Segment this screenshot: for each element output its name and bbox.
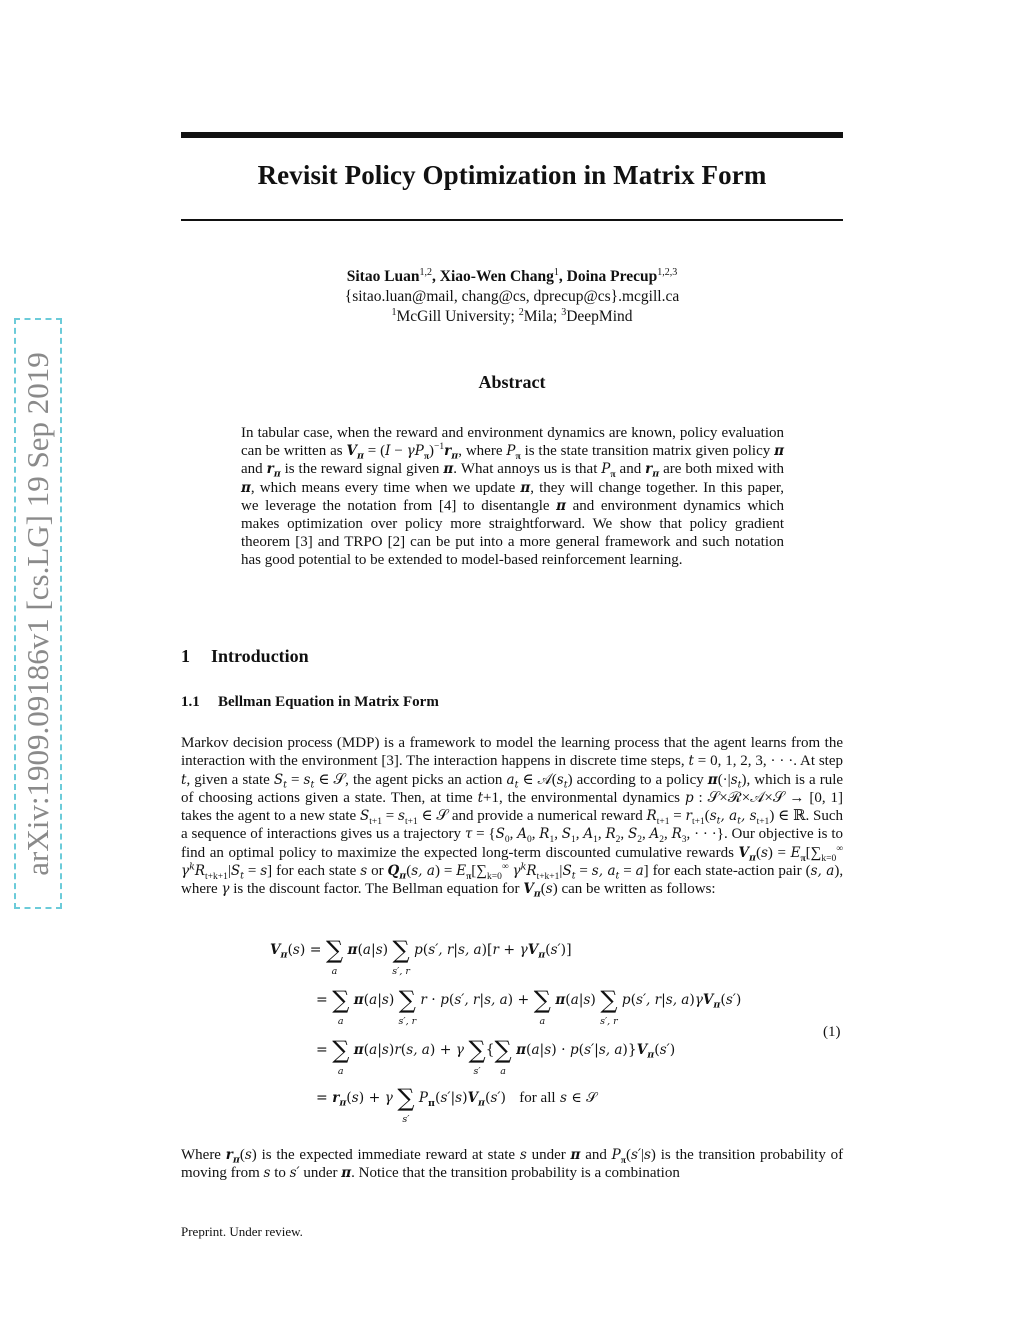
- author-names: Sitao Luan$^{1,2}$, Xiao-Wen Chang$^1$, Doina Precup$^{1,2,3}$: [346, 266, 678, 285]
- title-rule-top: [181, 132, 843, 138]
- author-block: [181, 267, 843, 327]
- paragraph-mdp: Markov decision process (MDP) is a framework to model the learning process that the agent learns from the interaction with the environment [3]. The interaction happens in discrete time steps, t = 0, 1, 2, 3, · · ·. At step t, given a state $S_t = s_t$ ∈ 𝒮, the agent picks an action $a_t$ ∈ $𝒜(s_t)$ according to a policy $\pi(\cdot|s_t)$, which is a rule of choosing actions given a state. Then, at time t+1, the environmental dynamics p : 𝒮×ℛ×𝒜×𝒮 → [0, 1] takes the agent to a new state $S_{t+1} = s_{t+1}$ ∈ 𝒮 and provide a numerical reward $R_{t+1} = r_{t+1}(s_t$, $a_t$, $s_{t+1}$) ∈ ℝ. Such a sequence of interactions gives us a trajectory $\tau = \{S_0$, $A_0$, $R_1$, $S_1$, $A_1$, $R_2$, $S_2$, $A_2$, $R_3$, · · ·}. Our objective is to find an optimal policy to maximize the expected long-term discounted cumulative rewards $V_\pi(s) = E_\pi[\sum_{k=0}^\infty$ $\gamma^kR_{t+k+1}|S_t = s$] for each state s or $Q_\pi(s$, $a) = E_\pi[\sum_{k=0}^\infty$ $\gamma^kR_{t+k+1}|S_t = s$, $a_t = a$] for each state-action pair (s, a), where γ is the discount factor. The Bellman equation for $V_\pi(s)$ can be written as follows:: [181, 735, 844, 901]
- equation-line-3: = ∑ a π(a|s)r(s, a) + γ ∑ s′ {∑ a π(a|s) · p(s′|s, $a)\}V_\pi(s')$: [316, 1036, 676, 1077]
- abstract-heading: Abstract: [478, 372, 546, 392]
- arxiv-stamp-text: arXiv:1909.09186v1 [cs.LG] 19 Sep 2019: [20, 351, 55, 876]
- paper-title: Revisit Policy Optimization in Matrix Form: [257, 160, 767, 190]
- author-3: Doina Precup: [566, 268, 658, 285]
- author-2: Xiao-Wen Chang: [439, 268, 554, 285]
- author-affiliations: $^1$McGill University; $^2$Mila; $^3$DeepMind: [391, 306, 633, 325]
- paragraph-transition: Where $r_\pi(s)$ is the expected immediate reward at state s under π and $P_\pi(s'|s)$ is the transition probability of moving from s to s′ under π. Notice that the transition probability is a combination: [181, 1147, 844, 1182]
- arxiv-stamp: [14, 318, 62, 909]
- title-rule-bottom: [181, 219, 843, 221]
- footer-note: Preprint. Under review.: [181, 1224, 303, 1239]
- equation-line-4: = $r_\pi(s) + \gamma$ ∑ s′ $P_\pi(s'|s)V_\pi(s')$ for all s ∈ 𝒮: [316, 1084, 598, 1125]
- author-1: Sitao Luan: [346, 268, 420, 285]
- abstract-body: In tabular case, when the reward and environment dynamics are known, policy evaluation can be written as $V_\pi = (I - \gamma P_\pi)^{-1}r_\pi$, where $P_\pi$ is the state transition matrix given policy π and $r_\pi$ is the reward signal given π. What annoys us is that $P_\pi$ and $r_\pi$ are both mixed with π, which means every time when we update π, they will change together. In this paper, we leverage the notation from [4] to disentangle π and environment dynamics which makes optimization over policy more straightforward. We show that policy gradient theorem [3] and TRPO [2] can be put into a more general framework and such notation has good potential to be extended to model-based reinforcement learning.: [241, 425, 785, 569]
- equation-line-1: $V_\pi(s)$ = ∑ a π(a|s) ∑ s′, r p(s′, r|s, $a)[r + \gamma V_\pi(s')]$: [270, 936, 572, 977]
- equation-line-2: = ∑ a π(a|s) ∑ s′, r r · p(s′, r|s, a) + ∑ a π(a|s) ∑ s′, r p(s′, r|s, $a)\gamma V_\pi(s')$: [316, 986, 742, 1027]
- section-heading-introduction: 1 Introduction: [181, 646, 309, 666]
- author-emails: {sitao.luan@mail, chang@cs, dprecup@cs}.mcgill.ca: [344, 288, 680, 305]
- subsection-heading-bellman: 1.1 Bellman Equation in Matrix Form: [181, 694, 439, 710]
- equation-number: (1): [823, 1024, 841, 1040]
